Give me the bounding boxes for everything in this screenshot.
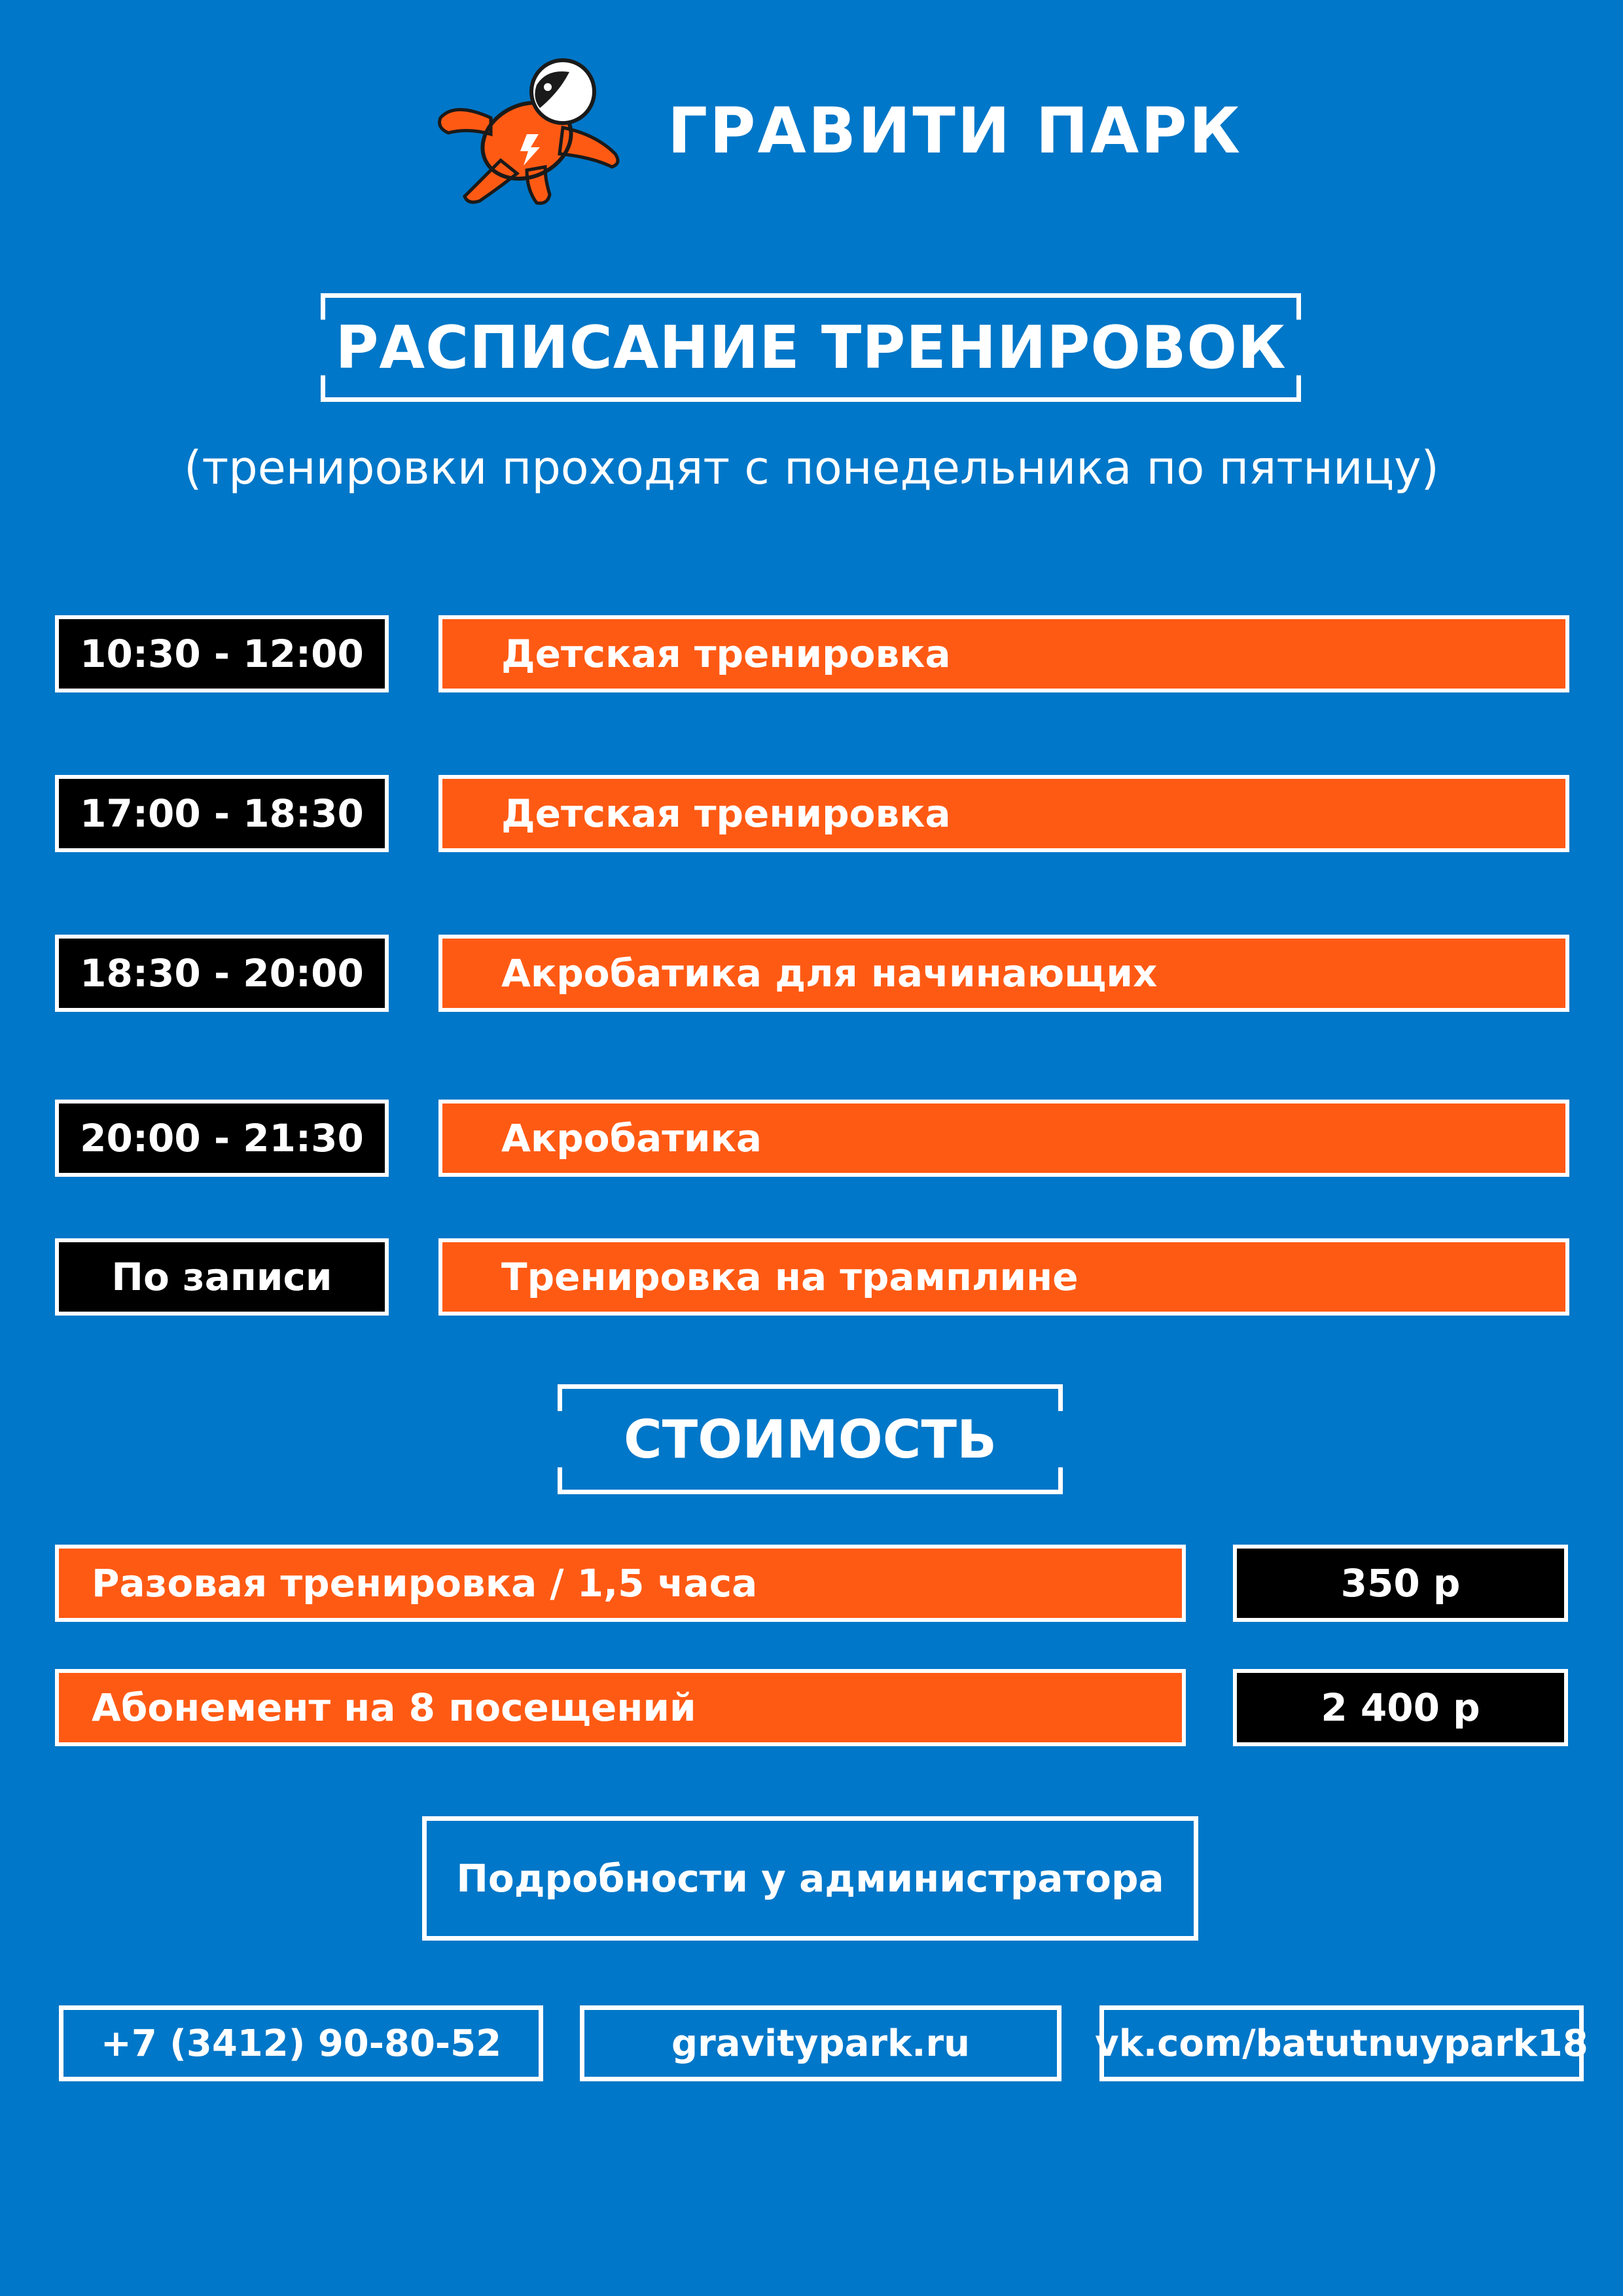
schedule-time-4: 20:00 - 21:30	[55, 1100, 389, 1177]
schedule-activity-4: Акробатика	[438, 1100, 1569, 1177]
contact-vk[interactable]: vk.com/batutnuypark18	[1099, 2005, 1584, 2081]
schedule-title-frame	[321, 293, 1301, 402]
schedule-activity-3: Акробатика для начинающих	[438, 935, 1569, 1012]
schedule-activity-5: Тренировка на трамплине	[438, 1238, 1569, 1316]
contact-phone[interactable]: +7 (3412) 90-80-52	[59, 2005, 543, 2081]
price-label-single: Разовая тренировка / 1,5 часа	[55, 1545, 1186, 1622]
details-note: Подробности у администратора	[422, 1816, 1198, 1941]
price-value-subscription: 2 400 р	[1233, 1669, 1568, 1746]
schedule-activity-1: Детская тренировка	[438, 615, 1569, 692]
pricing-title: СТОИМОСТЬ	[623, 1408, 997, 1470]
schedule-activity-2: Детская тренировка	[438, 775, 1569, 852]
astronaut-mascot-icon	[429, 56, 638, 206]
schedule-time-3: 18:30 - 20:00	[55, 935, 389, 1012]
schedule-time-2: 17:00 - 18:30	[55, 775, 389, 852]
price-value-single: 350 р	[1233, 1545, 1568, 1622]
brand-title: ГРАВИТИ ПАРК	[668, 94, 1243, 168]
price-label-subscription: Абонемент на 8 посещений	[55, 1669, 1186, 1746]
contact-website[interactable]: gravitypark.ru	[580, 2005, 1061, 2081]
schedule-title: РАСПИСАНИЕ ТРЕНИРОВОК	[335, 313, 1287, 382]
schedule-time-1: 10:30 - 12:00	[55, 615, 389, 692]
schedule-subtitle: (тренировки проходят с понедельника по пятницу)	[184, 441, 1439, 495]
pricing-title-frame	[558, 1384, 1063, 1494]
schedule-time-5: По записи	[55, 1238, 389, 1316]
